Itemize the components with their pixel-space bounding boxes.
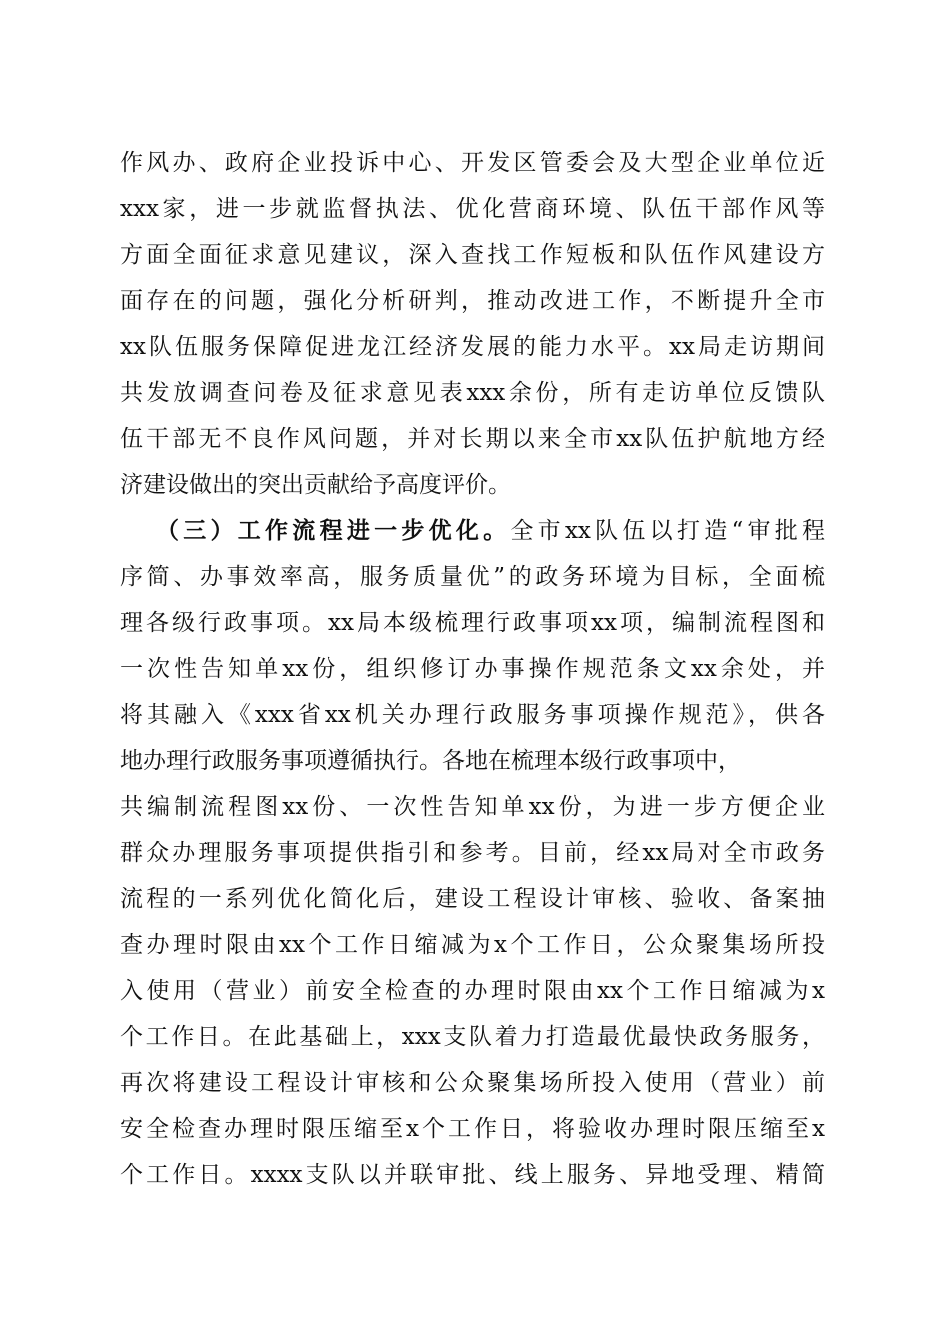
text-line: 共发放调查问卷及征求意见表xxx余份，所有走访单位反馈队 [120, 380, 825, 406]
text-line: 群众办理服务事项提供指引和参考。目前，经xx局对全市政务 [120, 840, 825, 866]
text-line: 作风办、政府企业投诉中心、开发区管委会及大型企业单位近 [120, 150, 825, 176]
text-line: 地办理行政服务事项遵循执行。各地在梳理本级行政事项中， [120, 748, 741, 774]
text-line: 查办理时限由xx个工作日缩减为x个工作日，公众聚集场所投 [120, 932, 825, 958]
text-line: 面存在的问题，强化分析研判，推动改进工作，不断提升全市 [120, 288, 825, 314]
text-line: 一次性告知单xx份，组织修订办事操作规范条文xx余处，并 [120, 656, 825, 682]
paragraph-first-line [120, 508, 825, 554]
text-line: 共编制流程图xx份、一次性告知单xx份，为进一步方便企业 [120, 794, 825, 820]
text-line: 方面全面征求意见建议，深入查找工作短板和队伍作风建设方 [120, 242, 825, 268]
text-line: 伍干部无不良作风问题，并对长期以来全市xx队伍护航地方经 [120, 426, 825, 452]
section-heading: （三）工作流程进一步优化。 [156, 517, 511, 544]
text-line: 将其融入《xxx省xx机关办理行政服务事项操作规范》，供各 [120, 702, 825, 728]
text-line: 个工作日。xxxx支队以并联审批、线上服务、异地受理、精简 [120, 1162, 825, 1188]
text-line: 安全检查办理时限压缩至x个工作日，将验收办理时限压缩至x [120, 1116, 825, 1142]
text-line: 济建设做出的突出贡献给予高度评价。 [120, 472, 511, 498]
text-line: 理各级行政事项。xx局本级梳理行政事项xx项，编制流程图和 [120, 610, 825, 636]
paragraph-2 [120, 508, 825, 1198]
paragraph-1 [120, 140, 825, 508]
text-line: 个工作日。在此基础上，xxx支队着力打造最优最快政务服务， [120, 1024, 825, 1050]
body-text [120, 140, 825, 1198]
text-line: xx队伍服务保障促进龙江经济发展的能力水平。xx局走访期间 [120, 334, 825, 360]
heading-continuation: 全市xx队伍以打造“审批程 [510, 518, 826, 544]
text-line: 流程的一系列优化简化后，建设工程设计审核、验收、备案抽 [120, 886, 825, 912]
text-line: 再次将建设工程设计审核和公众聚集场所投入使用（营业）前 [120, 1070, 825, 1096]
text-line: 序简、办事效率高，服务质量优”的政务环境为目标，全面梳 [120, 564, 825, 590]
text-line: 入使用（营业）前安全检查的办理时限由xx个工作日缩减为x [120, 978, 825, 1004]
text-line: xxx家，进一步就监督执法、优化营商环境、队伍干部作风等 [120, 196, 825, 222]
